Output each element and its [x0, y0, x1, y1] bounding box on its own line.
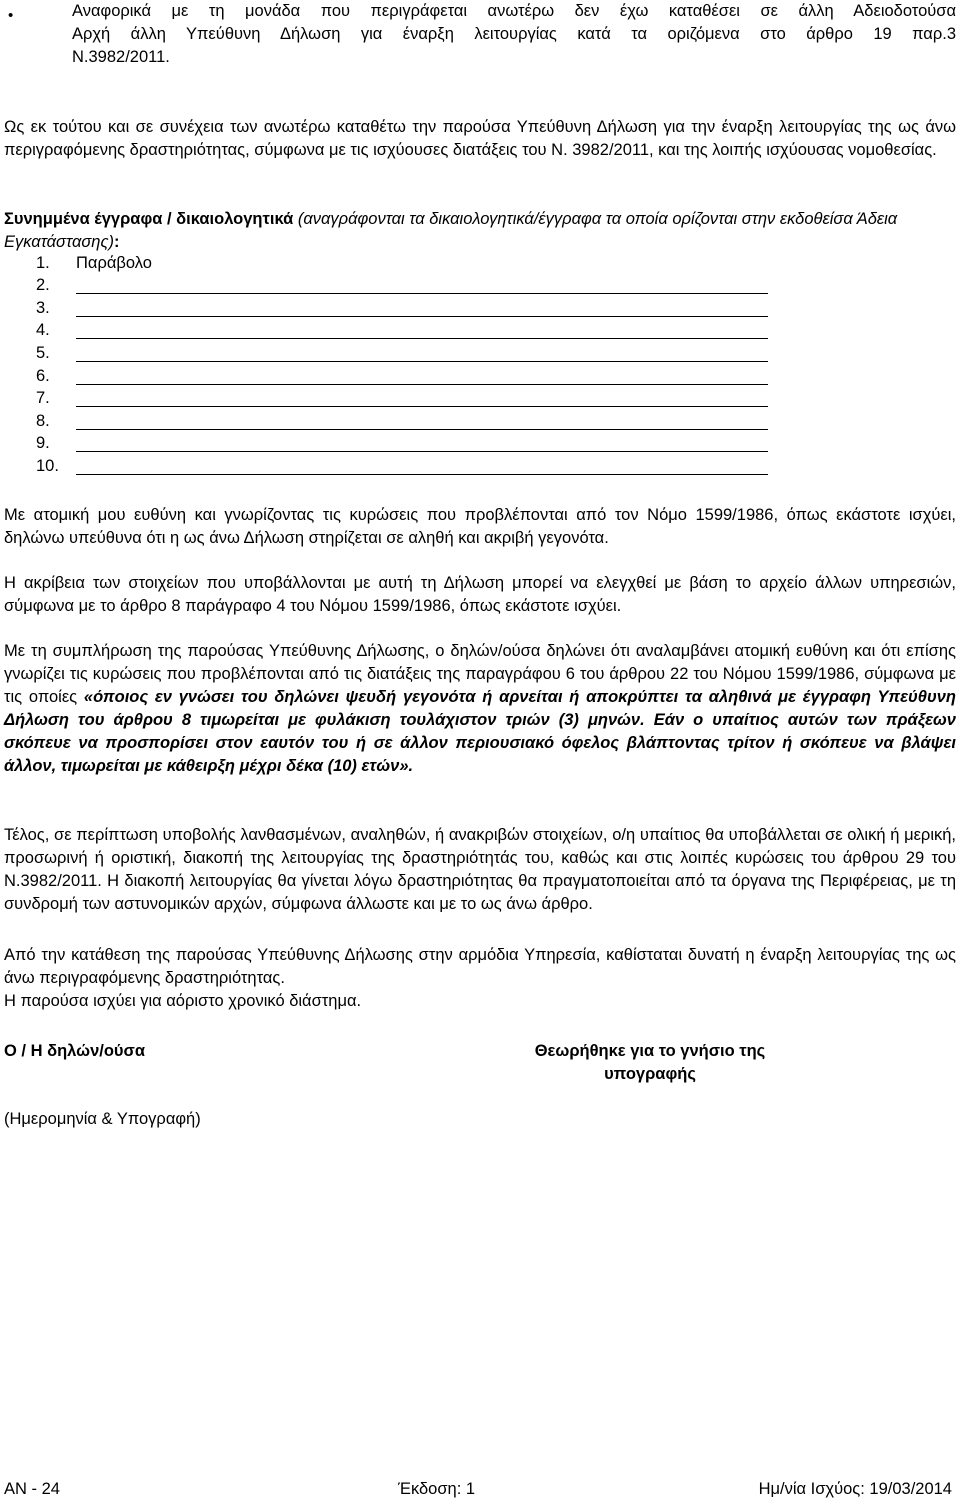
- list-item: [36, 433, 796, 456]
- bullet-line-3: Ν.3982/2011.: [72, 48, 170, 66]
- list-item: [36, 342, 796, 365]
- liability-text: Με τη συμπλήρωση της παρούσας Υπεύθυνης Δήλωσης, ο δηλών/ούσα δηλώνει ότι αναλαμβάνει ατομική ευθύνη και ότι επίσης γνωρίζει τις κυρώσεις που προβλέπονται από τις διατάξεις της παραγράφου 6 του άρθρου 22 του Νόμου 1599/1986, σύμφωνα με τις οποίες: [4, 642, 956, 706]
- blank-line[interactable]: [76, 458, 768, 475]
- blank-line[interactable]: [76, 300, 768, 317]
- bullet-line-1: Αναφορικά με τη μονάδα που περιγράφεται ανωτέρω δεν έχω καταθέσει σε άλλη Αδειοδοτούσα: [72, 2, 956, 20]
- para-submission: Ως εκ τούτου και σε συνέχεια των ανωτέρω καταθέτω την παρούσα Υπεύθυνη Δήλωση για την έναρξη λειτουργίας της ως άνω περιγραφόμενης δραστηριότητας, σύμφωνα με τις ισχύουσες διατάξεις του Ν. 3982/2011, και της λοιπής ισχύουσας νομοθεσίας.: [4, 118, 956, 159]
- list-item-number: 2.: [36, 276, 50, 295]
- blank-line[interactable]: [76, 368, 768, 385]
- list-item: [36, 455, 796, 478]
- list-item: [36, 320, 796, 343]
- authenticity-label-1: Θεωρήθηκε για το γνήσιο της: [534, 1042, 766, 1060]
- list-item-number: 4.: [36, 321, 50, 340]
- list-item-text: Παράβολο: [76, 253, 152, 272]
- footer-code: ΑΝ - 24: [4, 1480, 60, 1498]
- para-penalties: Τέλος, σε περίπτωση υποβολής λανθασμένων, αναληθών, ή ανακριβών στοιχείων, ο/η υπαίτιος θα υποβάλλεται σε ολική ή μερική, προσωρινή ή οριστική, διακοπή της λειτουργίας της δραστηριότητάς του, καθώς και στις λοιπές κυρώσεις του άρθρου 29 του Ν.3982/2011. Η διακοπή λειτουργίας θα γίνεται λόγω δραστηριότητας θα πραγματοποιείται από τα όργανα της Περιφέρειας, με τη συνδρομή των αστυνομικών αρχών, σύμφωνα άλλωστε και με το ως άνω άρθρο.: [4, 826, 956, 913]
- footer-edition: Έκδοση: 1: [398, 1480, 476, 1498]
- blank-line[interactable]: [76, 390, 768, 407]
- attachments-heading: [4, 208, 956, 254]
- blank-line[interactable]: [76, 277, 768, 294]
- attachments-heading-colon: :: [114, 233, 120, 251]
- list-item-number: 1.: [36, 253, 50, 272]
- liability-quote: «όποιος εν γνώσει του δηλώνει ψευδή γεγονότα ή αρνείται ή αποκρύπτει τα αληθινά με έγγραφη Υπεύθυνη Δήλωση του άρθρου 8 τιμωρείται με φυλάκιση τουλάχιστον τριών (3) μηνών. Εάν ο υπαίτιος αυτών των πράξεων σκόπευε να προσπορίσει στον εαυτόν του ή σε άλλον περιουσιακό όφελος βλάπτοντας τρίτον ή σκόπευε να βλάψει άλλον, τιμωρείται με κάθειρξη μέχρι δέκα (10) ετών».: [4, 688, 956, 775]
- declarant-label: Ο / Η δηλών/ούσα: [4, 1042, 145, 1060]
- list-item-number: 8.: [36, 411, 50, 430]
- list-item-number: 6.: [36, 366, 50, 385]
- list-item-number: 10.: [36, 456, 59, 475]
- blank-line[interactable]: [76, 413, 768, 430]
- date-signature-label: (Ημερομηνία & Υπογραφή): [4, 1110, 201, 1128]
- list-item-number: 9.: [36, 434, 50, 453]
- para-start: Από την κατάθεση της παρούσας Υπεύθυνης Δήλωσης στην αρμόδια Υπηρεσία, καθίσταται δυνατή η έναρξη λειτουργίας της ως άνω περιγραφόμενης δραστηριότητας.: [4, 946, 956, 987]
- attachments-list: [36, 252, 796, 478]
- list-item: [36, 410, 796, 433]
- para-validity: Η παρούσα ισχύει για αόριστο χρονικό διάστημα.: [4, 992, 362, 1010]
- list-item-number: 7.: [36, 389, 50, 408]
- para-responsibility: Με ατομική μου ευθύνη και γνωρίζοντας τις κυρώσεις που προβλέπονται από τον Νόμο 1599/1986, όπως εκάστοτε ισχύει, δηλώνω υπεύθυνα ότι η ως άνω Δήλωση στηρίζεται σε αληθή και ακριβή γεγονότα.: [4, 506, 956, 547]
- page-footer: [4, 1478, 956, 1501]
- list-item: [36, 365, 796, 388]
- attachments-heading-bold: Συνημμένα έγγραφα / δικαιολογητικά: [4, 210, 294, 228]
- blank-line[interactable]: [76, 345, 768, 362]
- authenticity-label-2: υπογραφής: [604, 1065, 696, 1083]
- list-item-number: 3.: [36, 298, 50, 317]
- blank-line[interactable]: [76, 322, 768, 339]
- blank-line[interactable]: [76, 435, 768, 452]
- para-liability: [4, 640, 956, 778]
- attachments-heading-italic: (αναγράφονται τα δικαιολογητικά/έγγραφα τα οποία ορίζονται στην εκδοθείσα Άδεια Εγκατάστασης): [4, 210, 898, 251]
- para-accuracy: Η ακρίβεια των στοιχείων που υποβάλλονται με αυτή τη Δήλωση μπορεί να ελεγχθεί με βάση το αρχείο άλλων υπηρεσιών, σύμφωνα με το άρθρο 8 παράγραφο 4 του Νόμου 1599/1986, όπως εκάστοτε ισχύει.: [4, 574, 956, 615]
- bullet-line-2: Αρχή άλλη Υπεύθυνη Δήλωση για έναρξη λειτουργίας κατά τα οριζόμενα στο άρθρο 19 παρ.3: [72, 25, 956, 43]
- list-item-number: 5.: [36, 343, 50, 362]
- list-item: [36, 252, 796, 275]
- footer-effective-date: Ημ/νία Ισχύος: 19/03/2014: [758, 1480, 952, 1498]
- list-item: [36, 275, 796, 298]
- list-item: [36, 297, 796, 320]
- list-item: [36, 388, 796, 411]
- bullet-symbol: •: [8, 7, 14, 24]
